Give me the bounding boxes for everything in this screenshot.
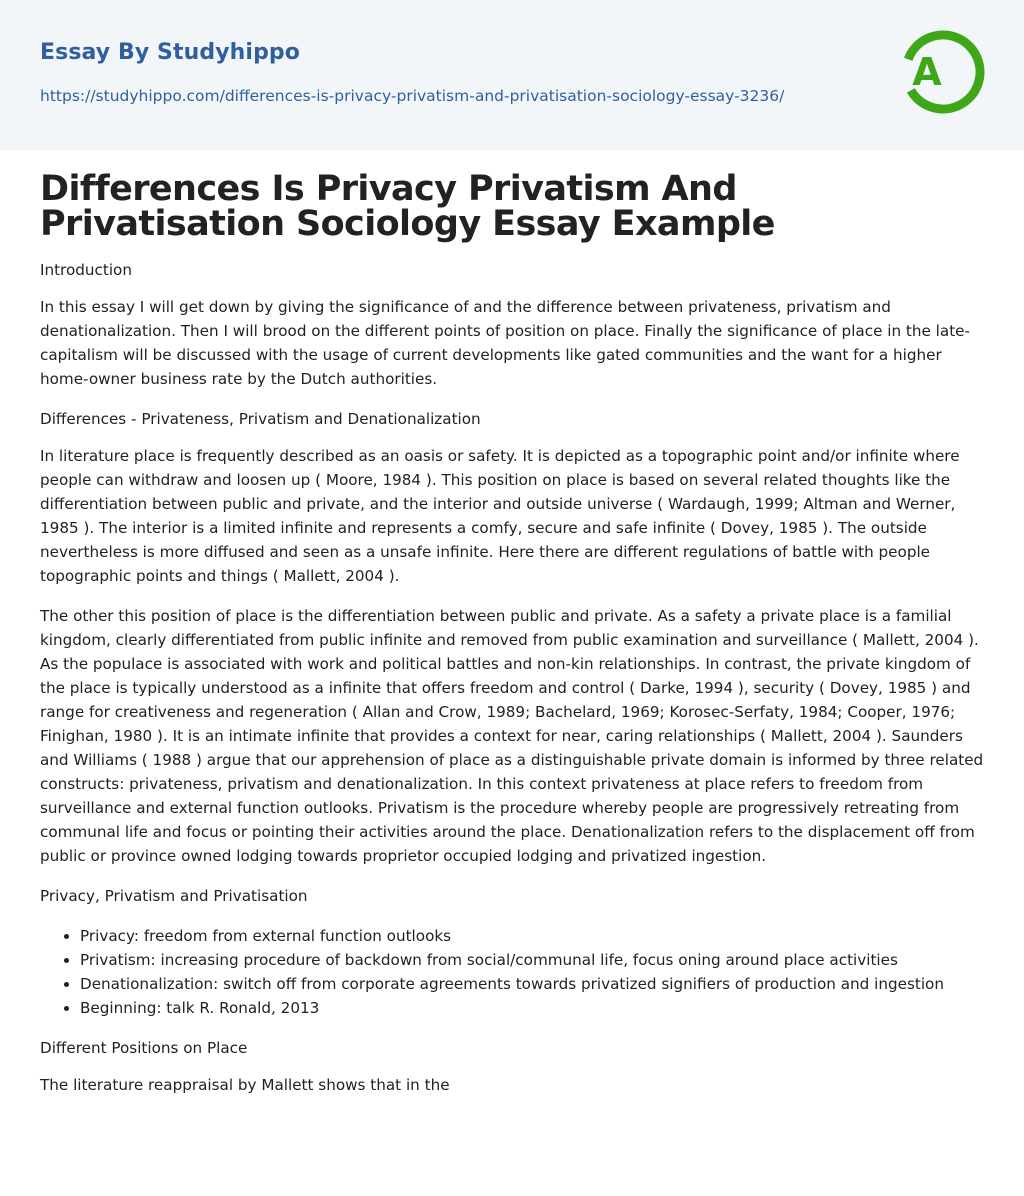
brand-title[interactable]: Essay By Studyhippo: [40, 40, 300, 65]
differences-heading: Differences - Privateness, Privatism and Denationalization: [40, 410, 481, 428]
intro-heading: Introduction: [40, 261, 132, 279]
bullet-list: [40, 924, 984, 1020]
article-body: [0, 169, 1024, 1097]
positions-heading: Different Positions on Place: [40, 1039, 248, 1057]
page-title: Differences Is Privacy Privatism And Privatisation Sociology Essay Example: [40, 169, 775, 244]
list-item: • Beginning: talk R. Ronald, 2013: [80, 996, 984, 1020]
list-item: • Privacy: freedom from external function outlooks: [80, 924, 984, 948]
paragraph-4: The literature reappraisal by Mallett shows that in the: [40, 1076, 450, 1094]
intro-paragraph: In this essay I will get down by giving the significance of and the difference between privateness, privatism and denationalization. Then I will brood on the different points of position on place. Finally the significance of place in the late-capitalism will be discussed with the usage of current developments like gated communities and the want for a higher home-owner business rate by the Dutch authorities.: [40, 298, 970, 388]
paragraph-2: In literature place is frequently described as an oasis or safety. It is depicted as a topographic point and/or infinite where people can withdraw and loosen up ( Moore, 1984 ). This position on place is based on several related thoughts like the differentiation between public and private, and the interior and outside universe ( Wardaugh, 1999; Altman and Werner, 1985 ). The interior is a limited infinite and represents a comfy, secure and safe infinite ( Dovey, 1985 ). The outside nevertheless is more diffused and seen as a unsafe infinite. Here there are different regulations of battle with people topographic points and things ( Mallett, 2004 ).: [40, 447, 960, 585]
studyhippo-logo-icon[interactable]: [900, 29, 986, 115]
list-item: • Privatism: increasing procedure of backdown from social/communal life, focus oning around place activities: [80, 948, 984, 972]
source-url-link[interactable]: https://studyhippo.com/differences-is-privacy-privatism-and-privatisation-sociology-essay-3236/: [40, 87, 785, 105]
paragraph-3: The other this position of place is the differentiation between public and private. As a safety a private place is a familial kingdom, clearly differentiated from public infinite and removed from public examination and surveillance ( Mallett, 2004 ). As the populace is associated with work and political battles and non-kin relationships. In contrast, the private kingdom of the place is typically understood as a infinite that offers freedom and control ( Darke, 1994 ), security ( Dovey, 1985 ) and range for creativeness and regeneration ( Allan and Crow, 1989; Bachelard, 1969; Korosec-Serfaty, 1984; Cooper, 1976; Finighan, 1980 ). It is an intimate infinite that provides a context for near, caring relationships ( Mallett, 2004 ). Saunders and Williams ( 1988 ) argue that our apprehension of place as a distinguishable private domain is informed by three related constructs: privateness, privatism and denationalization. In this context privateness at place refers to freedom from surveillance and external function outlooks. Privatism is the procedure whereby people are progressively retreating from communal life and focus or pointing their activities around the place. Denationalization refers to the displacement off from public or province owned lodging towards proprietor occupied lodging and privatized ingestion.: [40, 607, 984, 865]
logo-letter: A: [912, 50, 942, 94]
list-item: • Denationalization: switch off from corporate agreements towards privatized signifiers of production and ingestion: [80, 972, 984, 996]
list-heading: Privacy, Privatism and Privatisation: [40, 887, 308, 905]
page-header: [0, 0, 1024, 150]
